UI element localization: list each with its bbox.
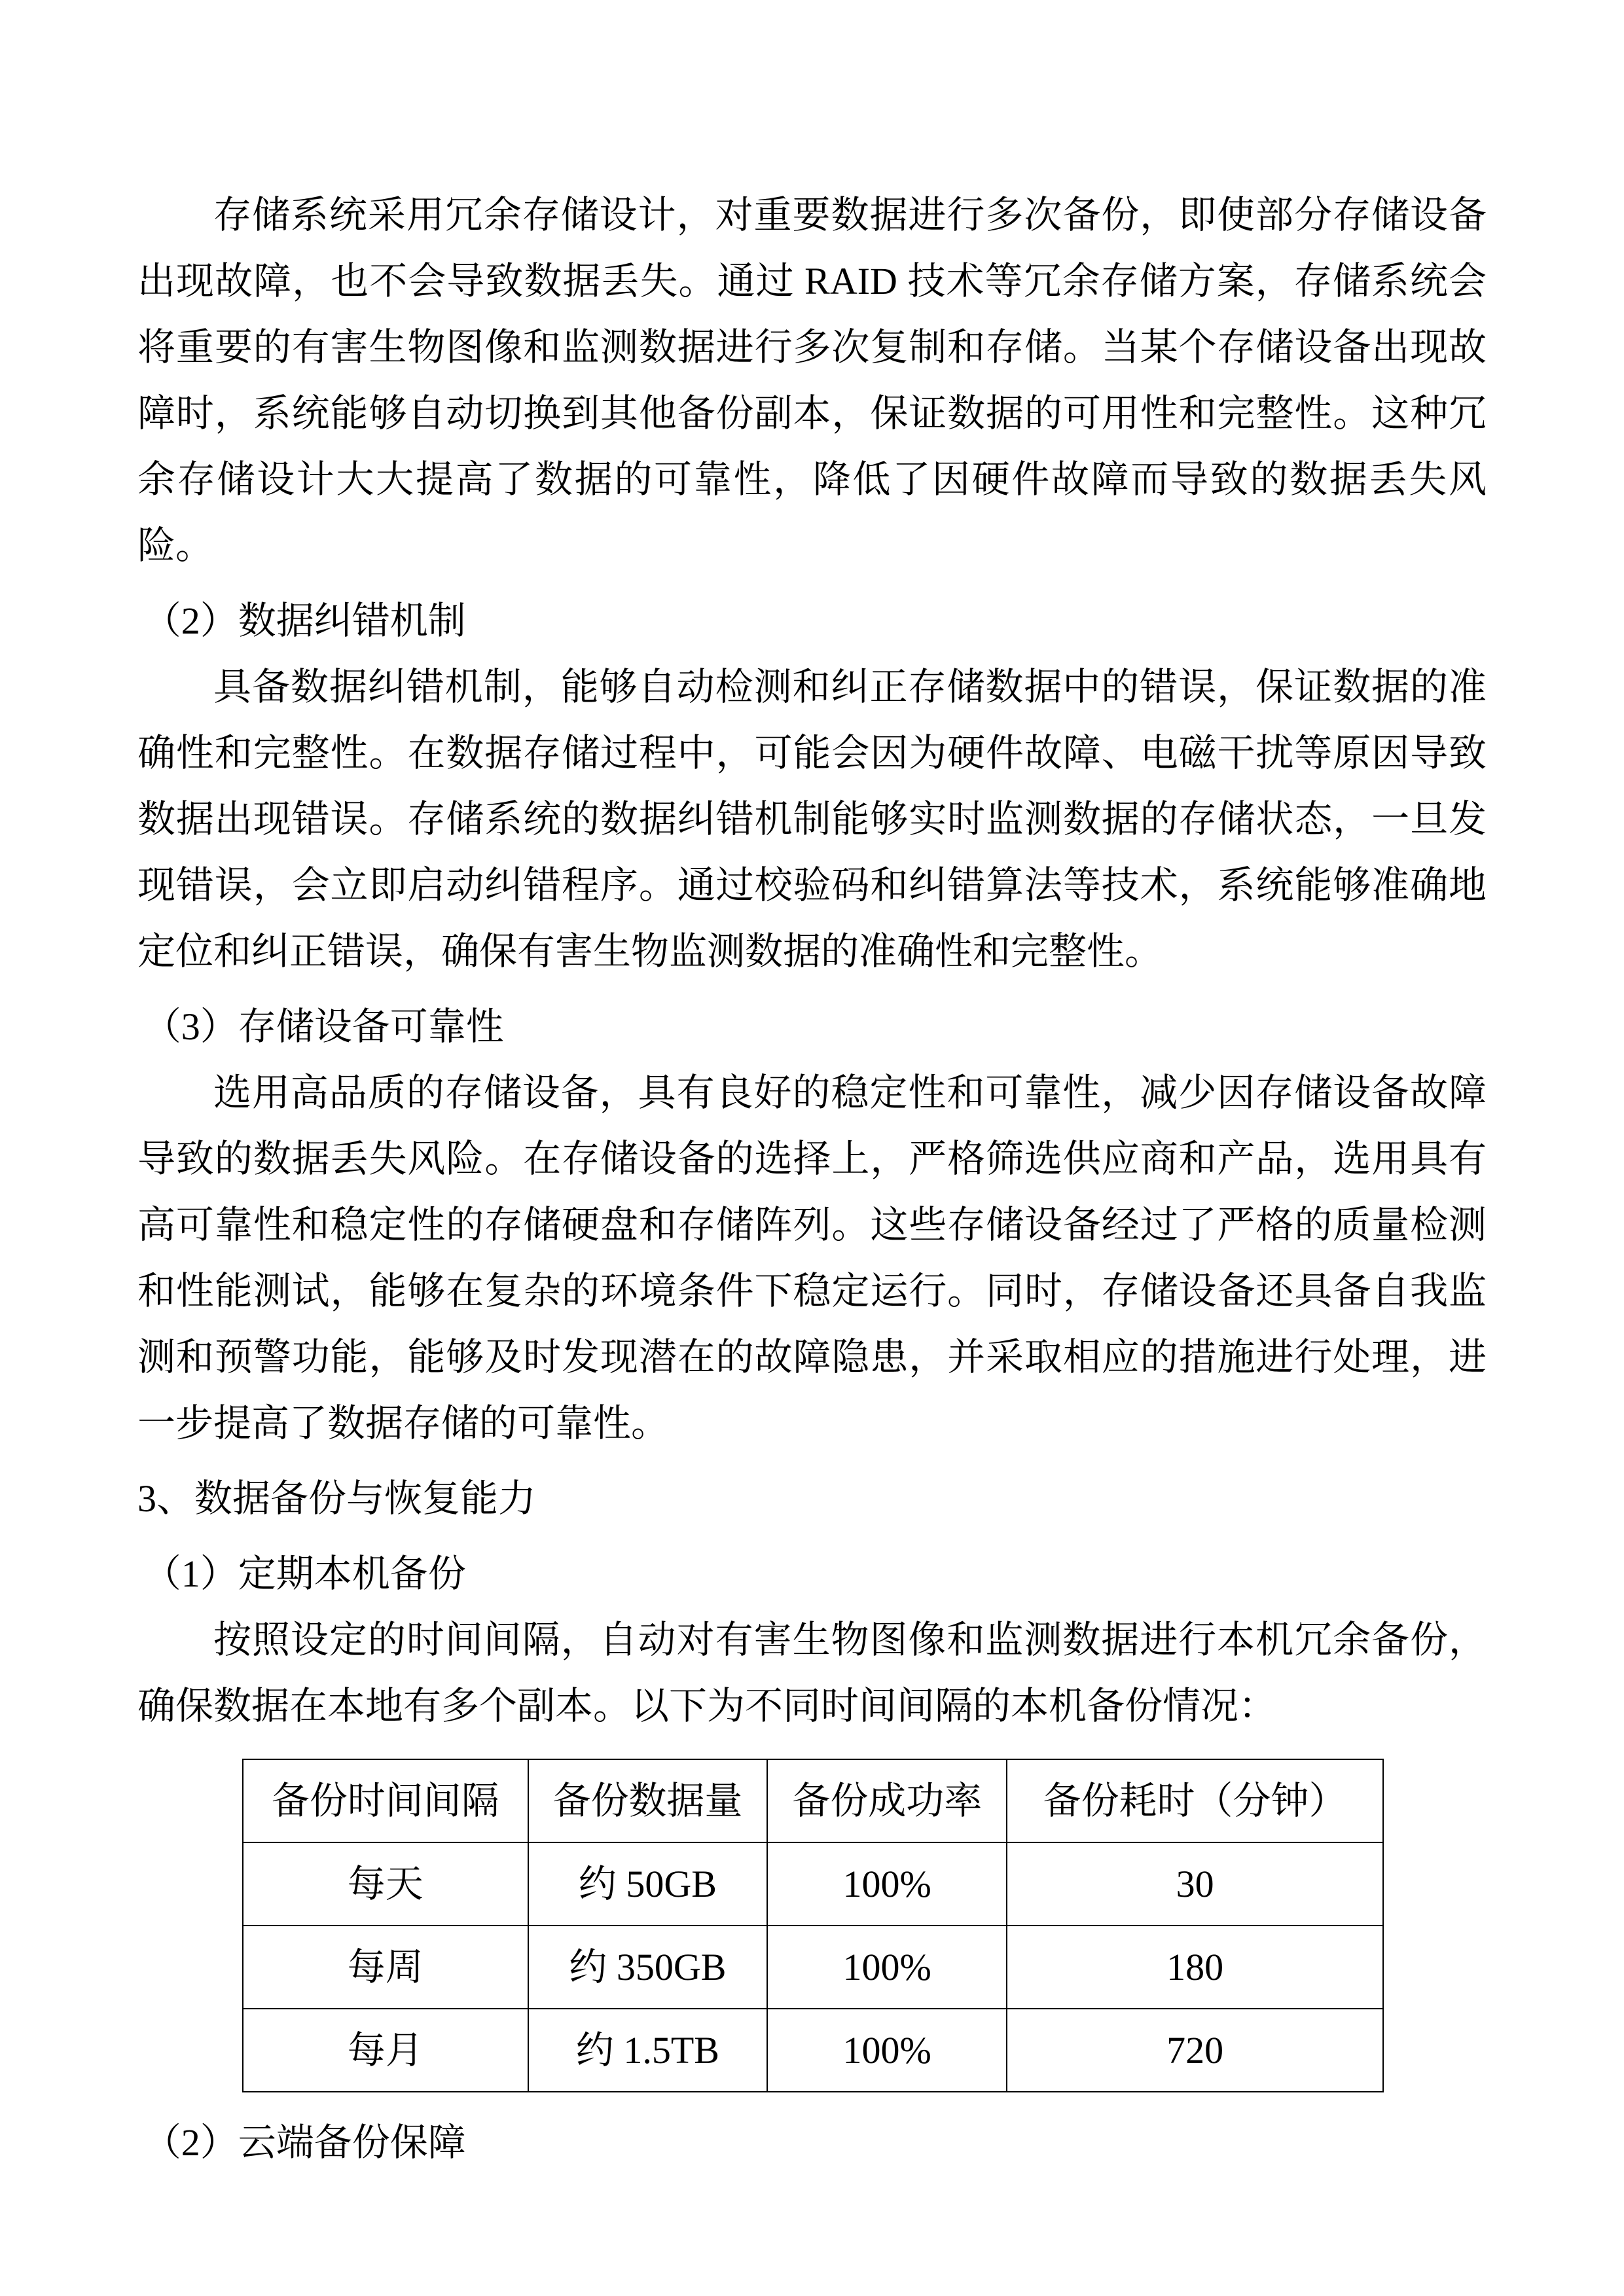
table-header-volume: 备份数据量 <box>528 1759 768 1842</box>
paragraph-local-backup: 按照设定的时间间隔，自动对有害生物图像和监测数据进行本机冗余备份，确保数据在本地有多个副本。以下为不同时间间隔的本机备份情况： <box>137 1619 1487 1727</box>
table-header-success-rate: 备份成功率 <box>767 1759 1007 1842</box>
table-row <box>243 1926 1383 2009</box>
paragraph-device-reliability: 选用高品质的存储设备，具有良好的稳定性和可靠性，减少因存储设备故障导致的数据丢失风险。在存储设备的选择上，严格筛选供应商和产品，选用具有高可靠性和稳定性的存储硬盘和存储阵列。这些存储设备经过了严格的质量检测和性能测试，能够在复杂的环境条件下稳定运行。同时，存储设备还具备自我监测和预警功能，能够及时发现潜在的故障隐患，并采取相应的措施进行处理，进一步提高了数据存储的可靠性。 <box>137 1071 1487 1444</box>
table-row <box>243 2009 1383 2092</box>
table-row <box>243 1842 1383 1926</box>
table-cell-success-rate: 100% <box>767 1842 1007 1926</box>
table-header-interval: 备份时间间隔 <box>243 1759 528 1842</box>
table-cell-duration: 720 <box>1007 2009 1383 2092</box>
heading-backup-recovery: 3、数据备份与恢复能力 <box>137 1477 537 1520</box>
table-cell-duration: 30 <box>1007 1842 1383 1926</box>
paragraph-error-correction: 具备数据纠错机制，能够自动检测和纠正存储数据中的错误，保证数据的准确性和完整性。在数据存储过程中，可能会因为硬件故障、电磁干扰等原因导致数据出现错误。存储系统的数据纠错机制能够实时监测数据的存储状态，一旦发现错误，会立即启动纠错程序。通过校验码和纠错算法等技术，系统能够准确地定位和纠正错误，确保有害生物监测数据的准确性和完整性。 <box>137 666 1487 973</box>
heading-local-backup: （1）定期本机备份 <box>143 1552 466 1595</box>
heading-cloud-backup: （2）云端备份保障 <box>143 2121 466 2164</box>
heading-device-reliability: （3）存储设备可靠性 <box>143 1005 504 1048</box>
table-header-duration: 备份耗时（分钟） <box>1007 1759 1383 1842</box>
heading-error-correction: （2）数据纠错机制 <box>143 600 466 642</box>
table-cell-interval: 每周 <box>243 1926 528 2009</box>
table-cell-success-rate: 100% <box>767 2009 1007 2092</box>
table-header-row <box>243 1759 1383 1842</box>
table-cell-volume: 约 1.5TB <box>528 2009 768 2092</box>
backup-table <box>242 1759 1384 2092</box>
paragraph-redundant-storage: 存储系统采用冗余存储设计，对重要数据进行多次备份，即使部分存储设备出现故障，也不会导致数据丢失。通过 RAID 技术等冗余存储方案，存储系统会将重要的有害生物图像和监测数据进行多次复制和存储。当某个存储设备出现故障时，系统能够自动切换到其他备份副本，保证数据的可用性和完整性。这种冗余存储设计大大提高了数据的可靠性，降低了因硬件故障而导致的数据丢失风险。 <box>137 194 1487 567</box>
table-cell-duration: 180 <box>1007 1926 1383 2009</box>
table-cell-interval: 每天 <box>243 1842 528 1926</box>
table-cell-success-rate: 100% <box>767 1926 1007 2009</box>
table-cell-volume: 约 50GB <box>528 1842 768 1926</box>
table-cell-interval: 每月 <box>243 2009 528 2092</box>
table-cell-volume: 约 350GB <box>528 1926 768 2009</box>
